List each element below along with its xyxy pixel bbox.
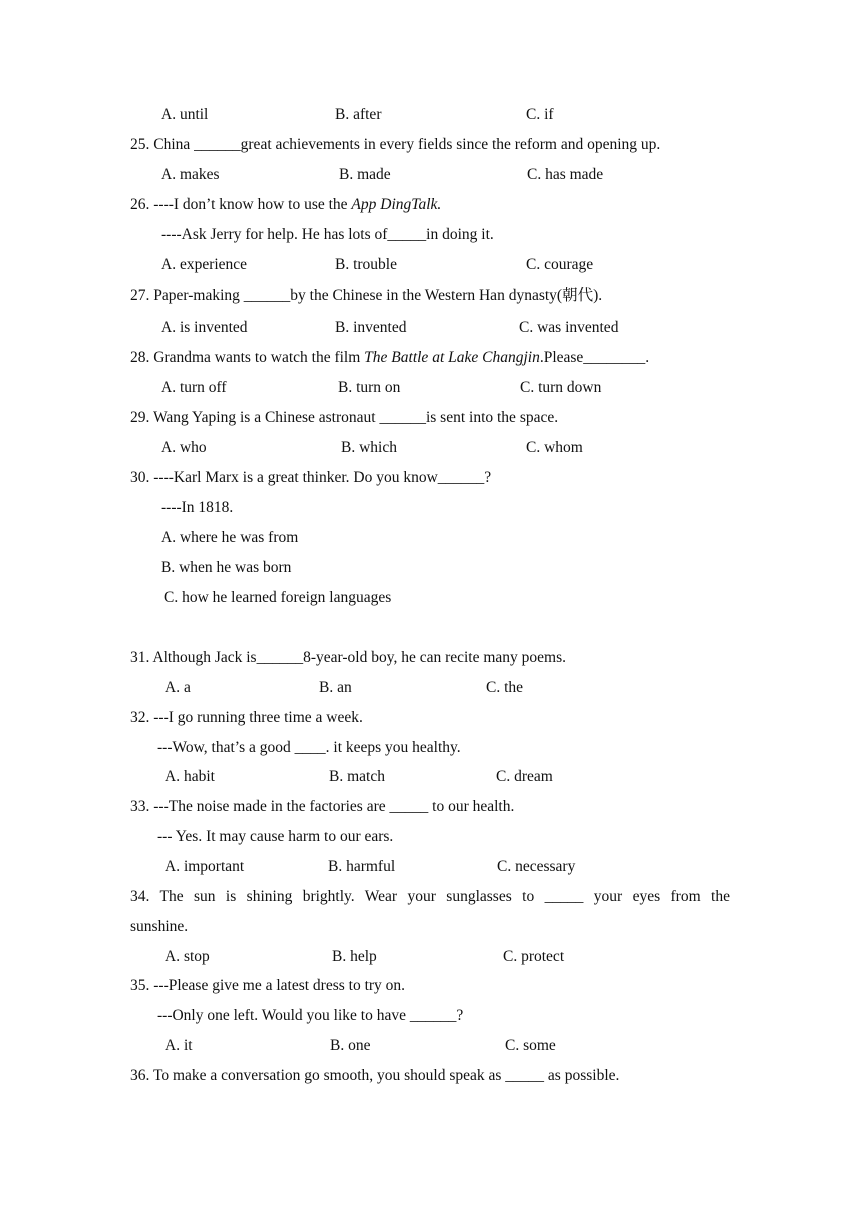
q28-option-b: B. turn on <box>338 379 401 396</box>
q27-option-b: B. invented <box>335 319 407 336</box>
q31-option-a: A. a <box>165 679 191 696</box>
q34-option-a: A. stop <box>165 948 210 965</box>
q28-film-title: The Battle at Lake Changjin <box>364 349 540 366</box>
q28-stem <box>130 348 649 368</box>
q35-option-c: C. some <box>505 1037 556 1054</box>
q29-stem: 29. Wang Yaping is a Chinese astronaut ______is sent into the space. <box>130 409 559 426</box>
q31-stem: 31. Although Jack is______8-year-old boy, he can recite many poems. <box>130 649 567 666</box>
q32-option-b: B. match <box>329 768 385 785</box>
q30-option-a: A. where he was from <box>161 529 299 546</box>
q26-option-b: B. trouble <box>335 256 397 273</box>
q33-option-a: A. important <box>165 858 245 875</box>
q28-stem-end: .Please________. <box>539 349 650 366</box>
q34-stem-continued: sunshine. <box>130 918 189 935</box>
q31-option-b: B. an <box>319 679 352 696</box>
q29-option-c: C. whom <box>526 439 583 456</box>
q24-option-b: B. after <box>335 106 382 123</box>
q26-stem-text: 26. ----I don’t know how to use the <box>130 196 352 213</box>
q25-option-b: B. made <box>339 166 391 183</box>
q25-option-c: C. has made <box>527 166 604 183</box>
q26-reply: ----Ask Jerry for help. He has lots of_____in doing it. <box>161 226 494 243</box>
q35-reply: ---Only one left. Would you like to have ______? <box>157 1007 464 1024</box>
q30-stem: 30. ----Karl Marx is a great thinker. Do you know______? <box>130 469 492 486</box>
q36-stem: 36. To make a conversation go smooth, you should speak as _____ as possible. <box>130 1067 620 1084</box>
q26-option-c: C. courage <box>526 256 594 273</box>
q32-reply: ---Wow, that’s a good ____. it keeps you healthy. <box>157 739 461 756</box>
q35-option-a: A. it <box>165 1037 193 1054</box>
q29-option-b: B. which <box>341 439 397 456</box>
q27-stem: 27. Paper-making ______by the Chinese in the Western Han dynasty(朝代). <box>130 287 603 304</box>
q28-option-a: A. turn off <box>161 379 227 396</box>
q30-option-c: C. how he learned foreign languages <box>164 589 392 606</box>
q27-option-c: C. was invented <box>519 319 619 336</box>
q24-option-c: C. if <box>526 106 554 123</box>
q34-option-c: C. protect <box>503 948 565 965</box>
q26-app-name: App DingTalk. <box>351 196 442 213</box>
q24-option-a: A. until <box>161 106 209 123</box>
q28-stem-text: 28. Grandma wants to watch the film <box>130 349 365 366</box>
q34-stem: 34. The sun is shining brightly. Wear your sunglasses to _____ your eyes from the <box>130 888 730 905</box>
q30-reply: ----In 1818. <box>161 499 234 516</box>
q32-option-a: A. habit <box>165 768 215 785</box>
q32-option-c: C. dream <box>496 768 553 785</box>
q25-stem: 25. China ______great achievements in every fields since the reform and opening up. <box>130 136 661 153</box>
q25-option-a: A. makes <box>161 166 220 183</box>
q33-stem: 33. ---The noise made in the factories are _____ to our health. <box>130 798 515 815</box>
q33-option-c: C. necessary <box>497 858 576 875</box>
q32-stem: 32. ---I go running three time a week. <box>130 709 363 726</box>
q26-stem <box>130 195 441 215</box>
q26-option-a: A. experience <box>161 256 248 273</box>
q33-reply: --- Yes. It may cause harm to our ears. <box>157 828 394 845</box>
q30-option-b: B. when he was born <box>161 559 292 576</box>
q31-option-c: C. the <box>486 679 524 696</box>
q35-option-b: B. one <box>330 1037 371 1054</box>
q28-option-c: C. turn down <box>520 379 602 396</box>
q34-option-b: B. help <box>332 948 377 965</box>
q27-option-a: A. is invented <box>161 319 248 336</box>
q29-option-a: A. who <box>161 439 207 456</box>
q33-option-b: B. harmful <box>328 858 396 875</box>
q35-stem: 35. ---Please give me a latest dress to try on. <box>130 977 406 994</box>
